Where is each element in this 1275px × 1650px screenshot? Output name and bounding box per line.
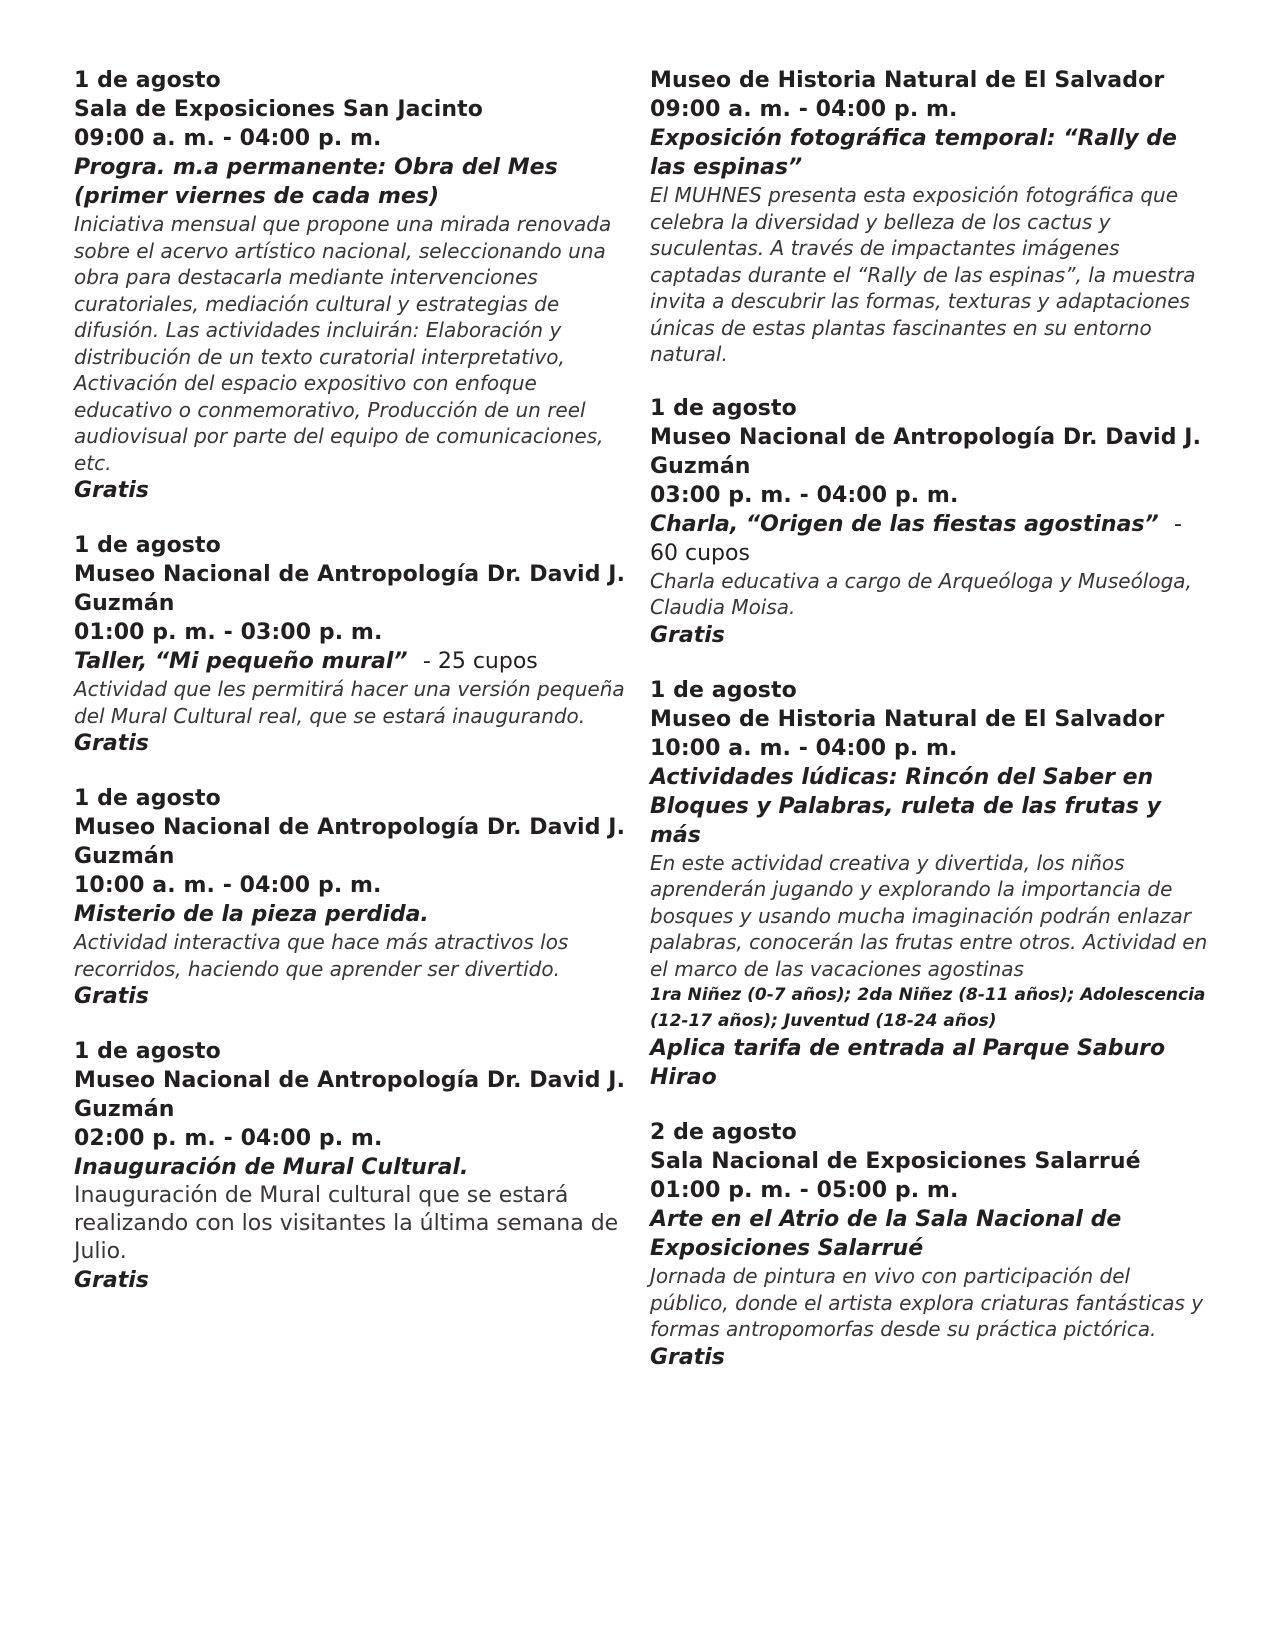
event-venue: Museo Nacional de Antropología Dr. David J. Guzmán [74, 562, 626, 616]
event-title: Exposición fotográfica temporal: “Rally de las espinas” [650, 126, 1177, 180]
event-time: 01:00 p. m. - 05:00 p. m. [650, 1178, 959, 1203]
event-title: Inauguración de Mural Cultural. [74, 1155, 469, 1180]
event-title: Arte en el Atrio de la Sala Nacional de Exposiciones Salarrué [650, 1207, 1122, 1261]
event-title: Charla, “Origen de las fiestas agostinas” [650, 511, 1159, 537]
event-venue: Museo Nacional de Antropología Dr. David J. Guzmán [74, 1068, 626, 1122]
event-description: Iniciativa mensual que propone una mirada renovada sobre el acervo artístico nacional, seleccionando una obra para destacarla mediante intervenciones curatoriales, mediación cultural y estrategias de difusión. Las actividades incluirán: Elaboración y distribución de un texto curatorial interpretativo, Activación del espacio expositivo con enfoque educativo o conmemorativo, Producción de un reel audiovisual por parte del equipo de comunicaciones, etc. [74, 212, 612, 475]
event-time: 09:00 a. m. - 04:00 p. m. [74, 126, 382, 151]
event-description: El MUHNES presenta esta exposición fotográfica que celebra la diversidad y belleza de los cactus y suculentas. A través de impactantes imágenes captadas durante el “Rally de las espinas”, la muestra invita a descubrir las formas, texturas y adaptaciones únicas de estas plantas fascinantes en su entorno natural. [650, 183, 1196, 366]
event-time: 03:00 p. m. - 04:00 p. m. [650, 482, 959, 508]
event-venue: Museo Nacional de Antropología Dr. David J. Guzmán [74, 815, 626, 869]
event-title: Progra. m.a permanente: Obra del Mes (primer viernes de cada mes) [74, 155, 558, 209]
event-description: Jornada de pintura en vivo con participación del público, donde el artista explora criaturas fantásticas y formas antropomorfas desde su práctica pictórica. [650, 1264, 1204, 1341]
event-description: Actividad que les permitirá hacer una versión pequeña del Mural Cultural real, que se estará inaugurando. [74, 677, 625, 728]
event-entry [650, 66, 1210, 368]
event-description: En este actividad creativa y divertida, los niños aprenderán jugando y explorando la importancia de bosques y usando mucha imaginación podrán enlazar palabras, conocerán las frutas entre otros. Actividad en el marco de las vacaciones agostinas [650, 850, 1208, 981]
event-date: 1 de agosto [74, 68, 221, 93]
event-title-line [650, 510, 1210, 568]
event-entry [650, 394, 1210, 650]
event-entry [650, 1118, 1210, 1372]
event-title: Misterio de la pieza perdida. [74, 902, 429, 927]
event-date: 1 de agosto [74, 533, 221, 558]
event-time: 09:00 a. m. - 04:00 p. m. [650, 97, 958, 122]
event-entry [650, 676, 1210, 1093]
event-date: 1 de agosto [74, 786, 221, 811]
event-venue: Museo Nacional de Antropología Dr. David J. Guzmán [650, 424, 1202, 479]
right-column [650, 66, 1210, 1398]
event-date: 1 de agosto [74, 1039, 221, 1064]
event-title: Actividades lúdicas: Rincón del Saber en Bloques y Palabras, ruleta de las frutas y más [650, 764, 1162, 848]
event-description: Actividad interactiva que hace más atractivos los recorridos, haciendo que aprender ser divertido. [74, 930, 569, 981]
event-age-groups: 1ra Niñez (0-7 años); 2da Niñez (8-11 años); Adolescencia (12-17 años); Juventud (18-24 años) [650, 985, 1206, 1031]
event-time: 10:00 a. m. - 04:00 p. m. [74, 873, 382, 898]
left-column [74, 66, 630, 1321]
event-venue: Sala de Exposiciones San Jacinto [74, 97, 483, 122]
event-price: Aplica tarifa de entrada al Parque Saburo Hirao [650, 1036, 1166, 1090]
event-date: 2 de agosto [650, 1120, 797, 1145]
event-entry [74, 1037, 630, 1295]
event-entry [74, 784, 630, 1011]
event-price: Gratis [74, 1268, 149, 1293]
event-capacity: - 25 cupos [422, 649, 538, 674]
event-description: Charla educativa a cargo de Arqueóloga y Museóloga, Claudia Moisa. [650, 568, 1192, 619]
event-venue: Museo de Historia Natural de El Salvador [650, 706, 1165, 732]
event-time: 02:00 p. m. - 04:00 p. m. [74, 1126, 383, 1151]
event-venue: Sala Nacional de Exposiciones Salarrué [650, 1149, 1141, 1174]
event-entry [74, 66, 630, 505]
event-price: Gratis [74, 478, 149, 503]
event-capacity: - 60 cupos [650, 511, 1182, 566]
event-price: Gratis [74, 731, 149, 756]
event-title: Taller, “Mi pequeño mural” [74, 649, 408, 674]
event-time: 10:00 a. m. - 04:00 p. m. [650, 735, 958, 761]
event-entry [74, 531, 630, 758]
event-date: 1 de agosto [650, 395, 797, 421]
event-time: 01:00 p. m. - 03:00 p. m. [74, 620, 383, 645]
event-venue: Museo de Historia Natural de El Salvador [650, 68, 1165, 93]
event-price: Gratis [650, 1344, 725, 1370]
event-description: Inauguración de Mural cultural que se estará realizando con los visitantes la última semana de Julio. [74, 1183, 619, 1264]
event-price: Gratis [74, 984, 149, 1009]
event-price: Gratis [650, 622, 725, 648]
event-date: 1 de agosto [650, 677, 797, 703]
event-title-line [74, 647, 630, 676]
